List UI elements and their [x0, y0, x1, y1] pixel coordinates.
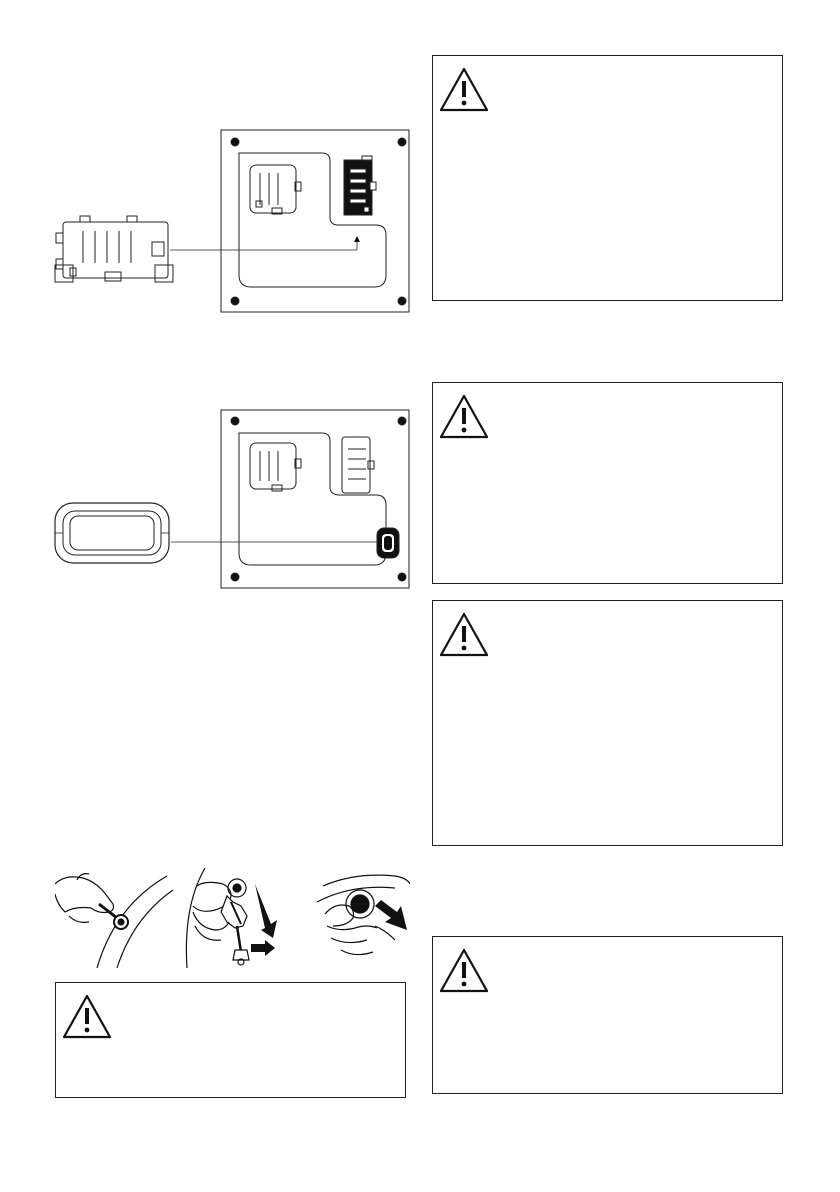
seal-install-figure — [50, 405, 415, 590]
warning-triangle-icon — [439, 66, 489, 112]
leader-line — [170, 240, 357, 250]
warning-box-1 — [432, 55, 783, 301]
warning-box-5 — [55, 982, 406, 1098]
step-photo-strip — [55, 866, 410, 970]
warning-box-4 — [432, 936, 783, 1094]
seal-ring-icon — [55, 502, 175, 565]
battery-pack-icon — [55, 216, 173, 282]
warning-triangle-icon — [439, 393, 489, 439]
warning-triangle-icon — [439, 947, 489, 993]
screwdriver-pull-photo — [186, 868, 277, 968]
wrench-removal-photo — [55, 874, 173, 968]
device-panel — [221, 130, 409, 312]
battery-install-figure — [50, 125, 415, 315]
warning-box-2 — [432, 382, 783, 584]
press-seal-photo — [317, 875, 410, 954]
warning-box-3 — [432, 600, 783, 846]
warning-triangle-icon — [439, 611, 489, 657]
device-panel — [221, 410, 409, 588]
warning-triangle-icon — [62, 993, 112, 1039]
